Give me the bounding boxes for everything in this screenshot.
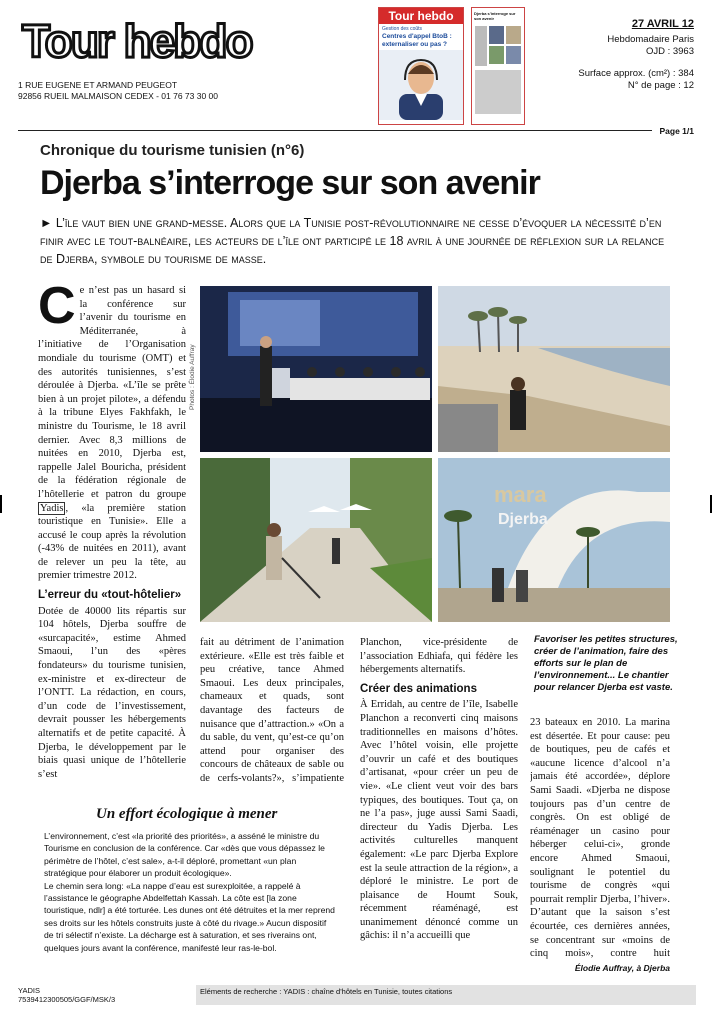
column-1-text-a: e n’est pas un hasard si la conférence sur l’avenir du tourisme en Méditerranée, à l’initiative de l’Organisation mondiale du tourisme (OMT) et des autorités tunisiennes, s’est déroulée à Djerba. «L’île se prête bien à un projet pilote», a défendu à la tribune Elyes Fakhfakh, le ministre du Tourisme, le 18 avril dernier. Avec 8,3 millions de nuitées en 2010, Djerba est, rappelle Jalel Bouricha, président de la fédération régionale de l’hôtellerie et patron du groupe [38, 285, 186, 500]
meta-page-number: N° de page : 12 [627, 80, 694, 91]
subheading-animations: Créer des animations [360, 682, 477, 695]
drop-cap: C [38, 284, 76, 335]
margin-marker-right [710, 495, 712, 513]
meta-surface: Surface approx. (cm²) : 384 [578, 68, 694, 79]
svg-text:Djerba: Djerba [498, 511, 548, 528]
column-1-text-c: Dotée de 40000 lits répartis sur 104 hôtels, Djerba souffre de «surcapacité», estime Ahmed Smaoui, l’un des «pères fondateurs» du tourisme tunisien, ex-ministre et ex-directeur de l’ONTT. La rédaction, en cours, d’un code de l’investissement, devrait pousser les hébergements alternatifs et de petite capacité. À Djerba, le développement par le biais quasi unique de l’hôtellerie s’est [38, 605, 186, 780]
column-3-text-b: À Erridah, au centre de l’île, Isabelle Planchon a reconverti cinq maisons traditionnelles en maisons d’hôtes. Avec l’hôtel voisin, elle projette d’ouvrir un café et des boutiques d’artisanat, «pour créer un peu de vie». «Le client veut voir des bars typiques, des boutiques. Tout ça, on ne l’a pas», juge aussi Sami Saadi, directeur du Yadis Djerba. Les activités culturelles manquent également: «Le parc Djerba Explore est la seule attraction de la région», a déploré le ministre. Le port de plaisance de Houmt Souk, récemment réaménagé, est unanimement dénoncé comme un gâchis: il n’a accueilli que [360, 699, 518, 942]
meta-frequency: Hebdomadaire Paris [607, 34, 694, 45]
column-3-text-a: Planchon, vice-présidente de l’association Edhiafa, qui fédère les hébergements alternatifs. [360, 637, 518, 676]
footer-client: YADIS [18, 986, 40, 995]
column-2-text: fait au détriment de l’animation extérieure. «Elle est très faible et peu créative, tance Ahmed Smaoui. Les deux principales, chameaux et quads, sont davantage des facteurs de nuisance que d’attraction.» «On a du sable, du vent, qu’est-ce qu’on attend pour organiser des concours de châteaux de sable ou de cerfs-volants?», s’impatiente [200, 637, 344, 784]
box-title: Un effort écologique à mener [96, 806, 278, 822]
cover-thumb-logo: Tour hebdo [379, 8, 463, 24]
box-text-a: L’environnement, c’est «la priorité des priorités», a asséné le ministre du Tourisme en conclusion de la conférence. Car «dès que vous dépassez le périmètre de l’hôtel, c’est sale», a-t-il déploré, promettant «un plan stratégique pour élaborer un produit écologique». [44, 831, 325, 879]
publisher-address [18, 80, 218, 102]
margin-marker-left [0, 495, 2, 513]
box-text-b: Le chemin sera long: «La nappe d’eau est surexploitée, a rappelé à l’assistance le géographe Abdelfettah Kassah. La côte est [la zone touristique, ndlr] a été torturée. Les dunes ont été détruites et la mer reprend ses droits sur les hôtels construits juste à côté du rivage.» Aucun dispositif de tri sélectif n’existe. La décharge est à saturation, et ses riverains ont, quelques jours avant la conférence, manifesté leur ras-le-bol. [44, 880, 335, 953]
column-4 [530, 716, 670, 960]
photo-beach [438, 286, 670, 452]
publication-logo: Tour hebdo [22, 15, 252, 67]
publication-date: 27 AVRIL 12 [631, 18, 694, 30]
meta-ojd: OJD : 3963 [645, 46, 694, 57]
column-1-intro [38, 284, 186, 583]
svg-text:mara: mara [494, 482, 547, 507]
call-center-agent-image [379, 50, 463, 120]
page-indicator: Page 1/1 [659, 126, 694, 136]
article-lede: ► L’île vaut bien une grand-messe. Alors que la Tunisie post-révolutionnaire ne cesse d’évoquer la nécessité d’en finir avec le tout-balnéaire, les acteurs de l’île ont participé le 18 avril à une journée de réflexion sur la relance de Djerba, symbole du tourisme de masse. [40, 216, 665, 266]
address-line-1: 1 RUE EUGENE ET ARMAND PEUGEOT [18, 80, 178, 90]
search-elements-bar [196, 985, 696, 1005]
page-thumb-headline: Djerba s'interroge sur son avenir [474, 11, 516, 21]
footer-left [18, 986, 115, 1004]
column-4-text: 23 bateaux en 2010. La marina est désertée. Et pour cause: peu de boutiques, peu de cafés et «aucune licence d’alcool n’a jamais été accordée», déplore Sami Saadi. «Djerba ne dispose toujours pas d’un centre de congrès. On est obligé de réaménager un casino pour héberger celui-ci», gronde encore Ahmed Smaoui, soulignant le potentiel du tourisme de congrès «qui pourrait remplir Djerba, l’hiver». D’autant que la saison s’est écourtée, ces dernières années, se concentrant sur «moins de cinq mois», contre huit [530, 717, 670, 960]
page-thumb-layout [472, 24, 524, 124]
column-1-text-b: , «la première station touristique en Tunisie». Elle a accusé le coup après la révolution (-43% de nuitées en 2011), avant de relever un peu la tête, au premier trimestre 2012. [38, 502, 186, 582]
box-body [44, 830, 338, 978]
article-signature: Élodie Auffray, à Djerba [574, 963, 670, 973]
article-title: Djerba s’interroge sur son avenir [40, 164, 540, 202]
column-2 [200, 636, 344, 786]
footer-reference: 7539412300505/GGF/MSK/3 [18, 995, 116, 1004]
article-kicker: Chronique du tourisme tunisien (n°6) [40, 142, 305, 159]
yadis-highlight: Yadis [40, 502, 64, 514]
column-3 [360, 636, 518, 976]
cover-thumb-headline: Centres d'appel BtoB : externaliser ou pas ? [382, 33, 452, 48]
photo-sweeper [200, 458, 432, 622]
subheading-tout-hotelier: L’erreur du «tout-hôtelier» [38, 589, 182, 602]
photo-djerba-explore-arch [438, 458, 670, 622]
page-thumbnail [471, 7, 525, 125]
cover-thumb-tag: Gestion des coûts [382, 26, 423, 32]
search-elements-text: Eléments de recherche : YADIS : chaîne d'hôtels en Tunisie, toutes citations [200, 987, 453, 996]
photo-conference [200, 286, 432, 452]
cover-thumbnail [378, 7, 464, 125]
column-1 [38, 284, 186, 804]
photo-caption: Favoriser les petites structures, créer de l’animation, faire des efforts sur le plan de l’environnement... Le chantier pour relancer Djerba est vaste. [534, 634, 678, 693]
address-line-2: 92856 RUEIL MALMAISON CEDEX - 01 76 73 30 00 [18, 91, 219, 101]
photo-credit: Photos : Élodie Auffray [189, 344, 196, 410]
header-rule [18, 130, 652, 131]
